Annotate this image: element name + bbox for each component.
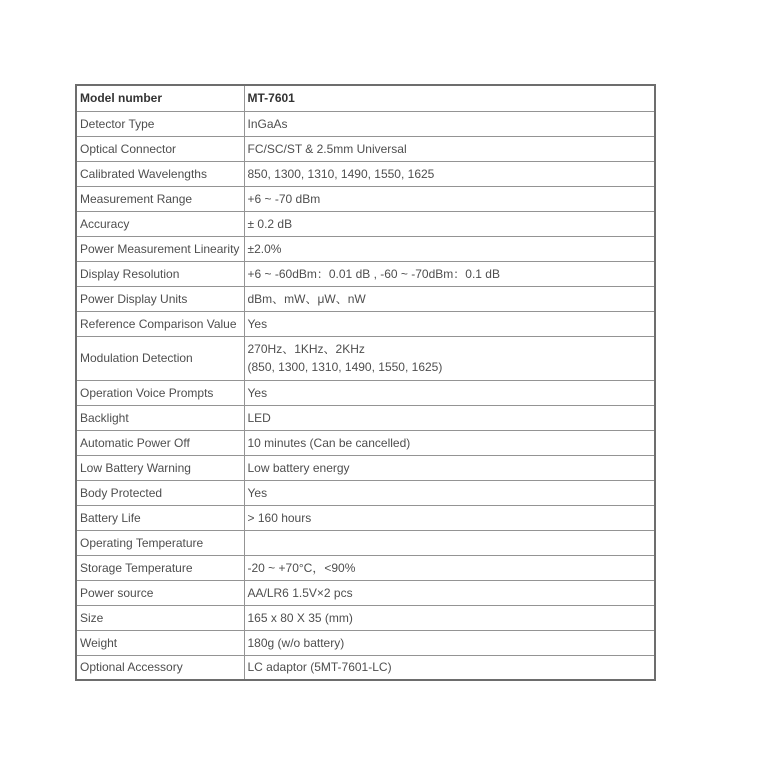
table-row	[76, 311, 655, 336]
spec-label: Display Resolution	[76, 261, 244, 286]
spec-value-line1: Yes	[247, 485, 268, 500]
table-row	[76, 161, 655, 186]
spec-label: Model number	[76, 85, 244, 111]
table-row	[76, 430, 655, 455]
spec-value	[244, 480, 655, 505]
spec-label: Weight	[76, 630, 244, 655]
spec-table-body	[76, 85, 655, 680]
spec-value	[244, 555, 655, 580]
spec-value-line1: +6 ~ -60dBm：0.01 dB , -60 ~ -70dBm：0.1 dB	[247, 266, 500, 281]
spec-value	[244, 286, 655, 311]
table-row	[76, 236, 655, 261]
spec-label: Backlight	[76, 405, 244, 430]
spec-value	[244, 336, 655, 380]
spec-label: Optional Accessory	[76, 655, 244, 680]
spec-label: Size	[76, 605, 244, 630]
spec-value: MT-7601	[244, 85, 655, 111]
spec-value-line1: 10 minutes (Can be cancelled)	[247, 435, 411, 450]
table-row	[76, 555, 655, 580]
spec-label: Power Measurement Linearity	[76, 236, 244, 261]
spec-table-grid	[75, 84, 656, 681]
spec-value	[244, 236, 655, 261]
spec-label: Storage Temperature	[76, 555, 244, 580]
spec-value	[244, 505, 655, 530]
spec-value-line2: (850, 1300, 1310, 1490, 1550, 1625)	[247, 360, 443, 374]
spec-value	[244, 136, 655, 161]
table-row	[76, 405, 655, 430]
spec-value-line1: > 160 hours	[247, 510, 312, 525]
spec-label: Detector Type	[76, 111, 244, 136]
spec-value	[244, 580, 655, 605]
spec-value	[244, 261, 655, 286]
spec-value-line1: Yes	[247, 385, 268, 400]
spec-label: Battery Life	[76, 505, 244, 530]
table-header-row	[76, 85, 655, 111]
table-row	[76, 480, 655, 505]
spec-value	[244, 455, 655, 480]
spec-value-line1: Yes	[247, 316, 268, 331]
table-row	[76, 286, 655, 311]
spec-value-line1: -20 ~ +70°C，<90%	[247, 560, 356, 575]
table-row	[76, 580, 655, 605]
table-row	[76, 261, 655, 286]
spec-value	[244, 405, 655, 430]
spec-value-line1: AA/LR6 1.5V×2 pcs	[247, 585, 353, 600]
table-row	[76, 605, 655, 630]
spec-value-line1: +6 ~ -70 dBm	[247, 191, 321, 206]
spec-value-line1: InGaAs	[247, 116, 288, 131]
spec-value-line1: LC adaptor (5MT-7601-LC)	[247, 660, 392, 675]
spec-value	[244, 605, 655, 630]
spec-label: Optical Connector	[76, 136, 244, 161]
spec-value-line1: ±2.0%	[247, 241, 282, 256]
spec-label: Operating Temperature	[76, 530, 244, 555]
spec-value	[244, 655, 655, 680]
table-row	[76, 630, 655, 655]
table-row	[76, 505, 655, 530]
spec-value	[244, 111, 655, 136]
table-row	[76, 530, 655, 555]
spec-value	[244, 430, 655, 455]
spec-value-line1: LED	[247, 410, 271, 425]
table-row	[76, 655, 655, 680]
table-row	[76, 186, 655, 211]
spec-value-line1: dBm、mW、μW、nW	[247, 291, 366, 306]
spec-value	[244, 161, 655, 186]
table-row	[76, 211, 655, 236]
spec-label: Operation Voice Prompts	[76, 380, 244, 405]
spec-value	[244, 630, 655, 655]
spec-value-line1: 270Hz、1KHz、2KHz	[247, 342, 365, 356]
spec-label: Body Protected	[76, 480, 244, 505]
spec-value-line1: 850, 1300, 1310, 1490, 1550, 1625	[247, 166, 435, 181]
spec-value-line1: 165 x 80 X 35 (mm)	[247, 610, 353, 625]
spec-value-line1: FC/SC/ST & 2.5mm Universal	[247, 141, 407, 156]
spec-label: Automatic Power Off	[76, 430, 244, 455]
spec-value-line1: Low battery energy	[247, 460, 350, 475]
table-row	[76, 136, 655, 161]
spec-value	[244, 211, 655, 236]
spec-table	[75, 84, 656, 681]
spec-label: Calibrated Wavelengths	[76, 161, 244, 186]
table-row	[76, 455, 655, 480]
spec-value-line1: ± 0.2 dB	[247, 216, 293, 231]
spec-value	[244, 186, 655, 211]
spec-label: Accuracy	[76, 211, 244, 236]
spec-label: Low Battery Warning	[76, 455, 244, 480]
spec-value	[244, 530, 655, 555]
table-row	[76, 111, 655, 136]
table-row	[76, 336, 655, 380]
spec-label: Modulation Detection	[76, 336, 244, 380]
spec-value	[244, 380, 655, 405]
spec-label: Power Display Units	[76, 286, 244, 311]
spec-label: Measurement Range	[76, 186, 244, 211]
spec-label: Reference Comparison Value	[76, 311, 244, 336]
spec-value	[244, 311, 655, 336]
spec-value-line1: 180g (w/o battery)	[247, 635, 345, 650]
spec-label: Power source	[76, 580, 244, 605]
table-row	[76, 380, 655, 405]
